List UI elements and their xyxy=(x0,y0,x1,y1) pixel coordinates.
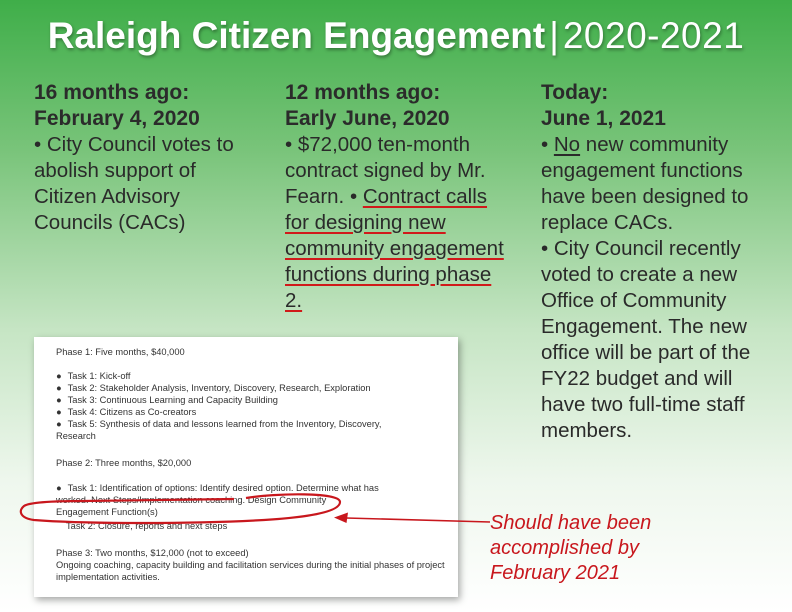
column-text xyxy=(285,132,510,314)
contract-underlined-text: Contract calls for designing new community engagement functions during phase 2. xyxy=(285,185,504,312)
title-separator: | xyxy=(549,15,559,56)
doc-task: ● Task 5: Synthesis of data and lessons learned from the Inventory, Discovery, xyxy=(56,419,382,429)
doc-phase3-text: Ongoing coaching, capacity building and facilitation services during the initial phases of project xyxy=(56,560,445,570)
doc-task: ● Task 1: Kick-off xyxy=(56,371,131,381)
column-heading: 12 months ago: xyxy=(285,81,441,104)
doc-task: ● Task 2: Stakeholder Analysis, Inventory, Discovery, Research, Exploration xyxy=(56,383,371,393)
doc-task: ● Task 1: Identification of options: Identify desired option. Determine what has xyxy=(56,483,379,493)
annotation-note: Should have been accomplished by February 2021 xyxy=(490,512,652,584)
column-date: February 4, 2020 xyxy=(34,107,200,130)
column-date: June 1, 2021 xyxy=(541,107,666,130)
doc-phase2: Phase 2: Three months, $20,000 xyxy=(56,458,192,468)
today-text-b: • City Council recently voted to create a new Office of Community Engagement. The new office will be part of the FY22 budget and will have two full-time staff members. xyxy=(541,237,751,442)
today-text-a: new community engagement functions have been designed to replace CACs. xyxy=(541,133,749,234)
bullet-icon: ● xyxy=(56,419,62,429)
doc-task-continued: Research xyxy=(56,431,96,441)
column-heading: Today: xyxy=(541,81,609,104)
doc-task-continued: worked. Next Steps/Implementation coaching. Design Community xyxy=(56,495,327,505)
page-title xyxy=(0,10,792,62)
title-years: 2020-2021 xyxy=(562,15,745,56)
bullet-icon: ● xyxy=(56,371,62,381)
bullet-icon: ● xyxy=(56,407,62,417)
column-text: • City Council votes to abolish support of Citizen Advisory Councils (CACs) xyxy=(34,133,234,234)
bullet-icon: ● xyxy=(56,483,62,493)
column-12-months-ago xyxy=(285,80,510,314)
bullet: • xyxy=(541,133,554,156)
column-text xyxy=(541,132,781,236)
column-16-months-ago xyxy=(34,80,244,236)
bullet-icon: ● xyxy=(56,395,62,405)
column-today xyxy=(541,80,781,444)
title-main: Raleigh Citizen Engagement xyxy=(47,15,546,56)
no-underlined: No xyxy=(553,133,581,156)
contract-text: • $72,000 ten-month contract signed by Mr. Fearn. • xyxy=(285,133,486,208)
column-heading: 16 months ago: xyxy=(34,81,190,104)
doc-phase1: Phase 1: Five months, $40,000 xyxy=(56,347,185,357)
doc-task: ● Task 4: Citizens as Co-creators xyxy=(56,407,197,417)
column-date: Early June, 2020 xyxy=(285,107,450,130)
doc-phase3: Phase 3: Two months, $12,000 (not to exceed) xyxy=(56,548,249,558)
bullet-icon: ● xyxy=(56,383,62,393)
contract-document-excerpt xyxy=(34,337,458,597)
doc-task-continued: Engagement Function(s) xyxy=(56,507,158,517)
doc-task: ● Task 3: Continuous Learning and Capacity Building xyxy=(56,395,278,405)
arrow-icon xyxy=(332,510,492,530)
doc-task: Task 2: Closure, reports and next steps xyxy=(66,521,228,531)
doc-phase3-text: implementation activities. xyxy=(56,572,160,582)
